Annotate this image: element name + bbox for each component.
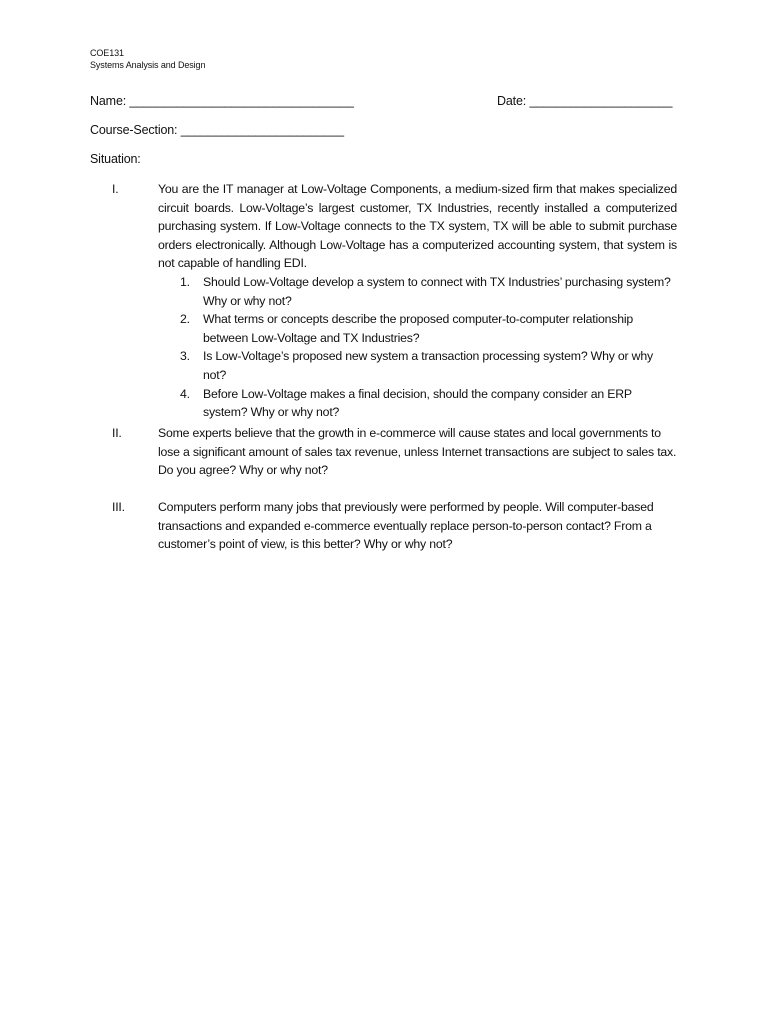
situation-section-3 — [90, 498, 678, 554]
question-item — [180, 347, 678, 384]
section-numeral: III. — [112, 500, 125, 514]
name-field: Name: _________________________________ — [90, 94, 354, 108]
question-item — [180, 310, 678, 347]
section-text: You are the IT manager at Low-Voltage Components, a medium-sized firm that makes specialized circuit boards. Low-Voltage’s largest customer, TX Industries, recently installed a computerized purchasing system. If Low-Voltage connects to the TX system, TX will be able to submit purchase orders electronically. Although Low-Voltage has a computerized accounting system, that system is not capable of handling EDI. — [158, 182, 677, 271]
question-text: Before Low-Voltage makes a final decision, should the company consider an ERP system? Why or why not? — [203, 386, 632, 420]
section-numeral: I. — [112, 182, 119, 196]
question-number: 2. — [180, 312, 190, 327]
question-number: 3. — [180, 349, 190, 364]
question-item — [180, 273, 678, 310]
question-number: 4. — [180, 386, 190, 401]
section-text: Computers perform many jobs that previously were performed by people. Will computer-based transactions and expanded e-commerce eventually replace person-to-person contact? From a customer’s point of view, is this better? Why or why not? — [158, 500, 654, 552]
course-title: Systems Analysis and Design — [90, 60, 206, 70]
question-text: Should Low-Voltage develop a system to connect with TX Industries’ purchasing system? Why or why not? — [203, 274, 671, 308]
section-text: Some experts believe that the growth in e-commerce will cause states and local governments to lose a significant amount of sales tax revenue, unless Internet transactions are subject to sales tax. Do you agree? Why or why not? — [158, 426, 677, 478]
course-section-field: Course-Section: ________________________ — [90, 123, 344, 137]
situation-section-1 — [90, 180, 678, 422]
section-numeral: II. — [112, 426, 122, 440]
question-number: 1. — [180, 274, 190, 289]
date-field: Date: _____________________ — [497, 94, 673, 108]
question-text: What terms or concepts describe the proposed computer-to-computer relationship between Low-Voltage and TX Industries? — [203, 312, 634, 345]
question-text: Is Low-Voltage’s proposed new system a transaction processing system? Why or why not? — [203, 349, 653, 382]
situation-section-2 — [90, 424, 678, 480]
course-code: COE131 — [90, 48, 124, 58]
question-item — [180, 385, 678, 422]
question-list — [180, 273, 678, 422]
situation-label: Situation: — [90, 152, 141, 166]
